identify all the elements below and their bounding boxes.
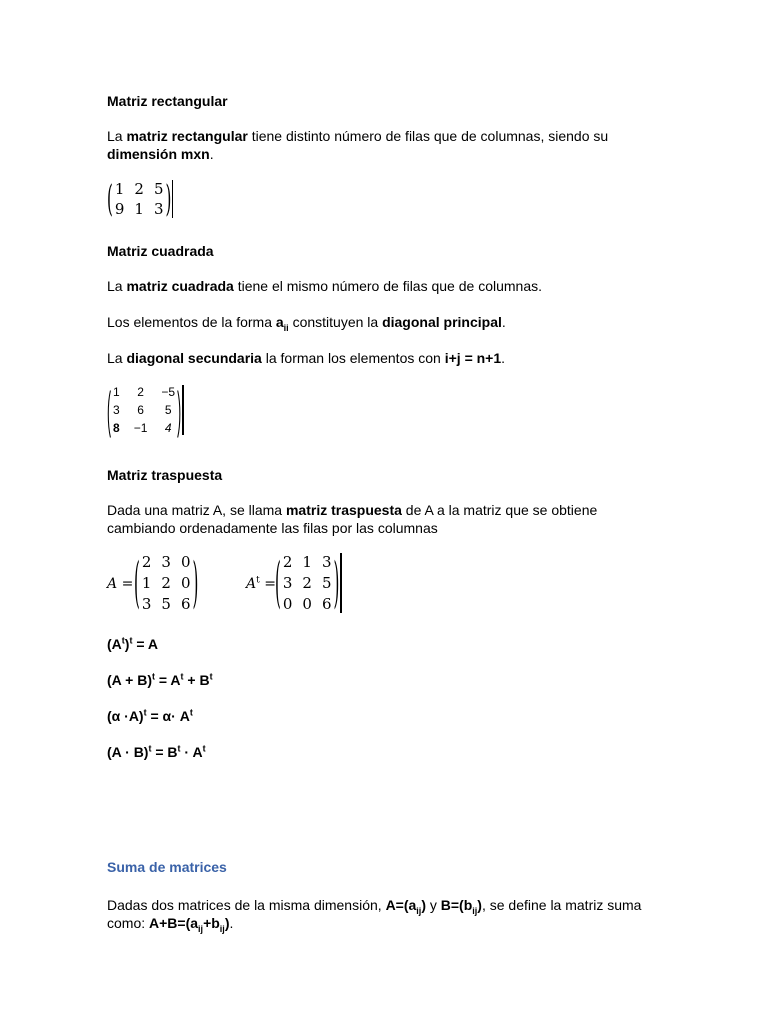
property-transpose-of-product: $(A \cdot B)^t = B^t \cdot A^t$ bbox=[107, 743, 206, 760]
matrix-cell: 0 bbox=[180, 574, 191, 592]
matrix-a-grid bbox=[140, 553, 193, 613]
matrix-cuadrada: ( 1 2 −5 3 6 5 8 −1 4 ) bbox=[107, 385, 184, 435]
matrix-at: ( 2 1 3 3 2 5 0 0 6 ) bbox=[275, 553, 342, 613]
matrix-a: ( 2 3 0 1 2 0 3 5 6 ) bbox=[134, 550, 199, 616]
paragraph-diagonal-secundaria: La diagonal secundaria la forman los elementos con i+j = n+1. bbox=[107, 350, 506, 366]
matrix-square-grid bbox=[111, 385, 177, 435]
paragraph-rectangular: La matriz rectangular tiene distinto número de filas que de columnas, siendo su dimensión mxn. bbox=[107, 128, 609, 162]
matrix-cell: 5 bbox=[161, 595, 171, 613]
matrix-cell: 6 bbox=[180, 595, 191, 613]
matrix-cell: −5 bbox=[161, 385, 176, 399]
paragraph-cuadrada: La matriz cuadrada tiene el mismo número de filas que de columnas. bbox=[107, 278, 543, 294]
matrix-cell: 1 bbox=[141, 574, 152, 592]
paragraph-suma: Dadas dos matrices de la misma dimensión, $A=(a_{ij})$ y $B=(b_{ij})$, se define la matriz suma como: $A+B=(a_{ij}+b_{ij})$. bbox=[107, 897, 642, 934]
matrix-cell: 2 bbox=[141, 553, 152, 571]
matrix-cell: 6 bbox=[321, 595, 332, 613]
matrix-cell: 5 bbox=[153, 180, 164, 198]
matrix-cell: 3 bbox=[161, 553, 171, 571]
heading-matriz-rectangular: Matriz rectangular bbox=[107, 93, 228, 109]
matrix-cell: 4 bbox=[164, 421, 172, 435]
matrix-rect-grid bbox=[113, 180, 166, 218]
property-transpose-of-sum: $(A + B)^t = A^t + B^t$ bbox=[107, 671, 213, 688]
matrix-cell: 3 bbox=[321, 553, 332, 571]
matrix-at-grid bbox=[281, 553, 334, 613]
matrix-cell: 3 bbox=[113, 403, 120, 417]
paragraph-traspuesta: Dada una matriz A, se llama matriz traspuesta de A a la matriz que se obtiene cambiando ordenadamente las filas por las columnas bbox=[107, 502, 598, 536]
matrix-cell: 9 bbox=[114, 200, 125, 218]
matrix-cell: 2 bbox=[134, 180, 144, 198]
paragraph-diagonal-principal: Los elementos de la forma $a_{ii}$ constituyen la diagonal principal. bbox=[107, 314, 506, 333]
matrix-cell: 1 bbox=[114, 180, 125, 198]
matrix-cell: 1 bbox=[134, 200, 144, 218]
matrix-at-label: $A^t$ = bbox=[246, 575, 276, 592]
matrix-cell: 2 bbox=[137, 385, 144, 399]
matrix-cell: 2 bbox=[161, 574, 171, 592]
heading-matriz-traspuesta: Matriz traspuesta bbox=[107, 467, 223, 483]
matrix-cell: 1 bbox=[302, 553, 312, 571]
matrix-cell: 0 bbox=[302, 595, 312, 613]
matrix-cell: 2 bbox=[282, 553, 293, 571]
matrix-cell: 0 bbox=[282, 595, 293, 613]
matrix-cell: 3 bbox=[282, 574, 293, 592]
heading-matriz-cuadrada: Matriz cuadrada bbox=[107, 243, 214, 259]
matrix-cell: 2 bbox=[302, 574, 312, 592]
property-transpose-of-scalar: $(\alpha \cdot A)^t = \alpha\cdot A^t$ bbox=[107, 707, 193, 724]
matrix-rectangular: ( 1 2 5 9 1 3 ) bbox=[107, 177, 172, 221]
property-transpose-of-transpose: $(A^t)^t = A$ bbox=[107, 635, 158, 652]
matrix-cell: −1 bbox=[133, 421, 148, 435]
matrix-cell: 5 bbox=[164, 403, 172, 417]
matrix-cell: 8 bbox=[113, 421, 120, 435]
matrix-cell: 3 bbox=[141, 595, 152, 613]
matrix-cell: 6 bbox=[137, 403, 144, 417]
heading-suma-de-matrices: Suma de matrices bbox=[107, 859, 227, 875]
matrix-cell: 5 bbox=[321, 574, 332, 592]
matrix-a-label: A = bbox=[107, 576, 134, 592]
matrix-cell: 0 bbox=[180, 553, 191, 571]
matrix-cell: 1 bbox=[113, 385, 120, 399]
matrix-cell: 3 bbox=[153, 200, 164, 218]
